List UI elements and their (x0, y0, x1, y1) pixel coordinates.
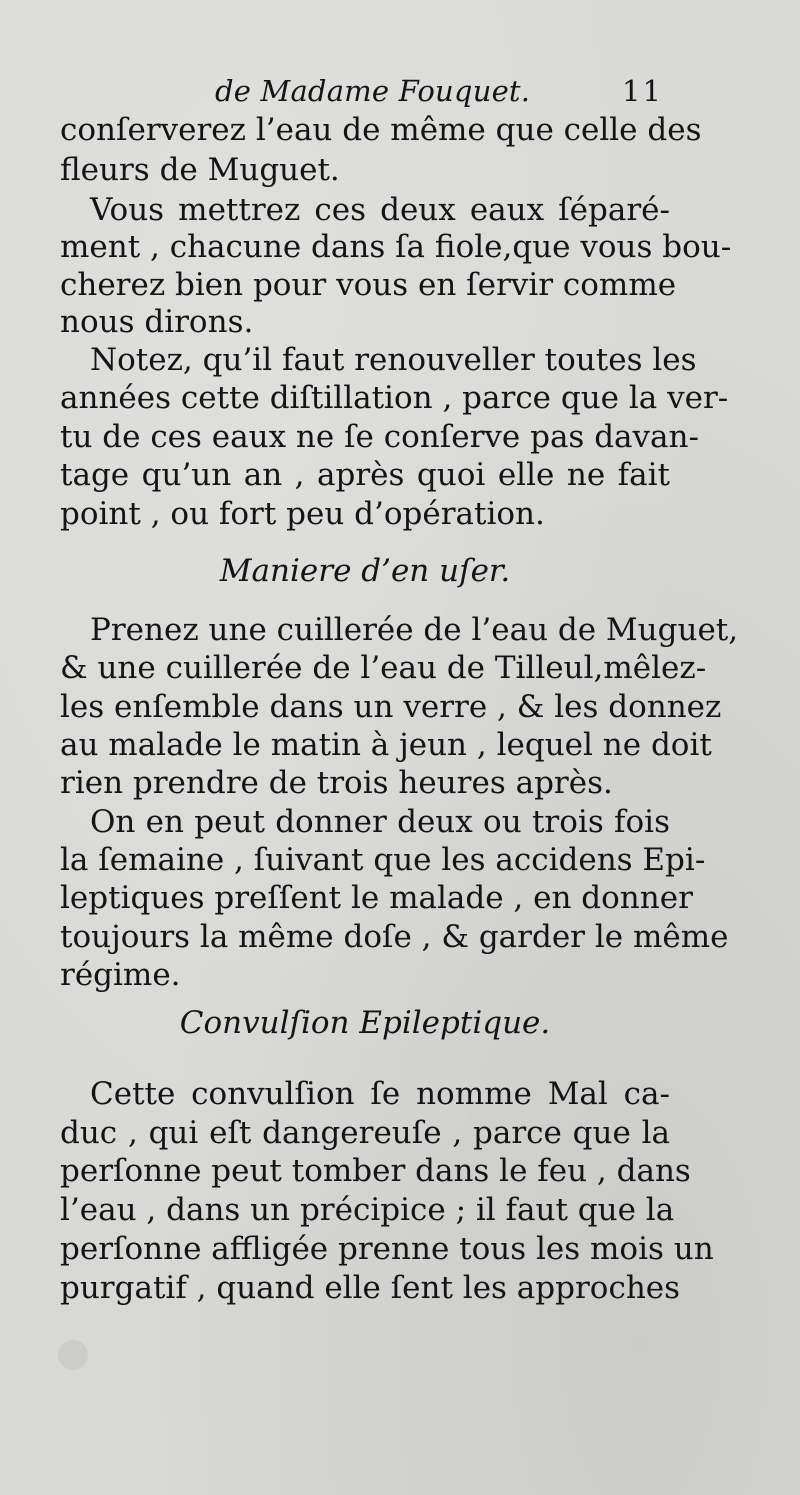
paper-smudge (58, 1340, 88, 1370)
text-line: nous dirons. (60, 304, 254, 340)
text-line: Prenez une cuillerée de l’eau de Muguet, (90, 612, 739, 648)
text-line: régime. (60, 957, 181, 993)
text-line: les enſemble dans un verre , & les donnez (60, 689, 722, 725)
text-line: années cette diſtillation , parce que la ver- (60, 380, 729, 416)
text-line: toujours la même doſe , & garder le même (60, 919, 729, 955)
text-line: tage qu’un an , après quoi elle ne fait (60, 457, 670, 493)
text-line: l’eau , dans un précipice ; il faut que la (60, 1192, 675, 1228)
text-line: leptiques preſſent le malade , en donner (60, 880, 693, 916)
text-line: au malade le matin à jeun , lequel ne doit (60, 727, 712, 763)
text-line: rien prendre de trois heures après. (60, 765, 613, 801)
text-line: perſonne peut tomber dans le feu , dans (60, 1153, 691, 1189)
running-head: de Madame Fouquet. (215, 74, 531, 108)
text-line: Notez, qu’il faut renouveller toutes les (90, 342, 697, 378)
text-line: Vous mettrez ces deux eaux ſéparé- (90, 192, 670, 228)
text-line: cherez bien pour vous en ſervir comme (60, 267, 677, 303)
text-line: tu de ces eaux ne ſe conſerve pas davan- (60, 419, 699, 455)
text-line: perſonne affligée prenne tous les mois un (60, 1231, 714, 1267)
text-line: point , ou fort peu d’opération. (60, 496, 545, 532)
text-line: duc , qui eſt dangereuſe , parce que la (60, 1115, 670, 1151)
text-line: & une cuillerée de l’eau de Tilleul,mêlez- (60, 650, 707, 686)
text-line: purgatif , quand elle ſent les approches (60, 1270, 681, 1306)
page-header (60, 74, 663, 114)
section-heading: Maniere d’en uſer. (219, 553, 511, 589)
text-line: On en peut donner deux ou trois fois (90, 804, 670, 840)
text-line: conſerverez l’eau de même que celle des (60, 112, 702, 148)
text-line: fleurs de Muguet. (60, 152, 340, 188)
section-heading: Convulſion Epileptique. (179, 1005, 551, 1041)
text-line: Cette convulſion ſe nomme Mal ca- (90, 1076, 670, 1112)
text-line: la ſemaine , ſuivant que les accidens Epi- (60, 842, 706, 878)
text-line: ment , chacune dans ſa fiole,que vous bou- (60, 229, 732, 265)
page-number: 11 (622, 74, 663, 108)
